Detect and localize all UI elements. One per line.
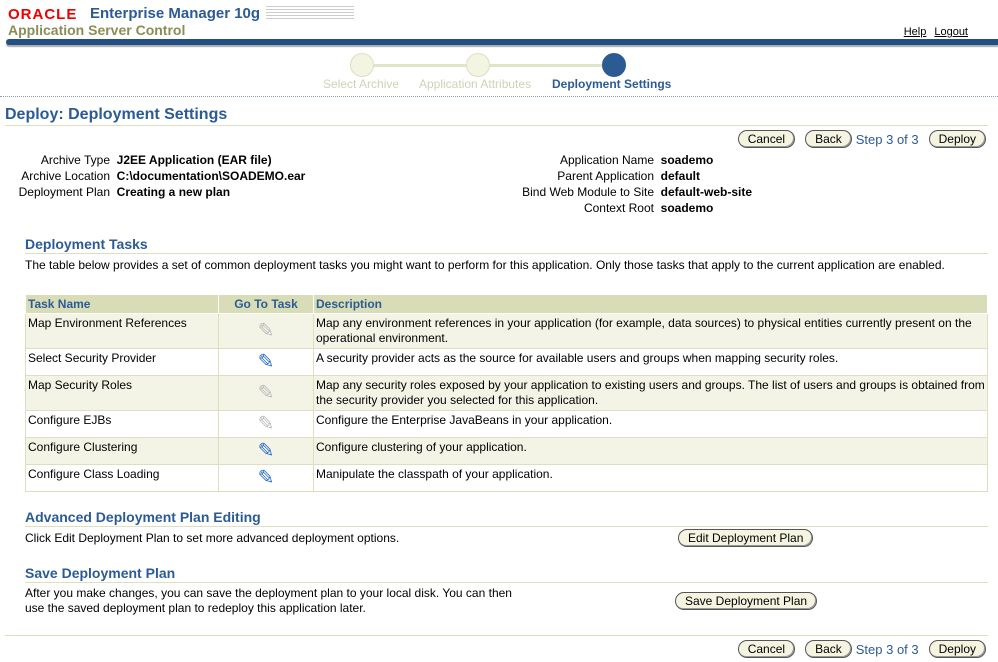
divider: [25, 582, 988, 583]
header-decoration: [266, 6, 354, 20]
pencil-icon-disabled: ✎: [257, 412, 275, 435]
deploy-button[interactable]: Deploy: [929, 640, 986, 658]
product-title-row: [90, 5, 354, 22]
save-deployment-plan-button[interactable]: Save Deployment Plan: [675, 592, 817, 610]
info-label: Bind Web Module to Site: [522, 185, 654, 199]
task-description: Map any security roles exposed by your application to existing users and groups. The list of users and groups is obtained from the security provider you selected for this application.: [314, 376, 988, 411]
train-stop-deployment-settings: [602, 53, 626, 77]
section-title-advanced: Advanced Deployment Plan Editing: [25, 509, 261, 525]
info-value: J2EE Application (EAR file): [116, 153, 272, 167]
pencil-icon[interactable]: ✎: [257, 350, 275, 373]
nav-buttons-bottom: [738, 640, 986, 658]
page-title: Deploy: Deployment Settings: [5, 106, 228, 123]
deployment-tasks-table: [25, 294, 988, 492]
oracle-logo: ORACLE: [8, 6, 78, 23]
table-row: [26, 411, 988, 438]
divider: [25, 253, 988, 254]
task-name: Configure Clustering: [26, 438, 219, 465]
back-button[interactable]: Back: [805, 640, 852, 658]
header-bar: [6, 39, 998, 45]
divider: [5, 635, 988, 636]
nav-buttons-top: [738, 130, 986, 148]
deploy-button[interactable]: Deploy: [929, 130, 986, 148]
info-label: Archive Location: [21, 169, 110, 183]
pencil-icon[interactable]: ✎: [257, 439, 275, 462]
task-description: Manipulate the classpath of your application.: [314, 465, 988, 492]
table-row: [26, 349, 988, 376]
task-name: Map Security Roles: [26, 376, 219, 411]
info-label: Application Name: [559, 153, 654, 167]
column-header: Description: [314, 295, 988, 314]
step-indicator: Step 3 of 3: [855, 131, 919, 147]
task-description: A security provider acts as the source for available users and groups when mapping security roles.: [314, 349, 988, 376]
tasks-intro: The table below provides a set of common deployment tasks you might want to perform for this application. Only those tasks that apply to the current application are enabled.: [25, 258, 945, 272]
table-row: [26, 376, 988, 411]
pencil-icon-disabled: ✎: [257, 381, 275, 404]
save-text: After you make changes, you can save the deployment plan to your local disk. You can then use the saved deployment plan to redeploy this application later.: [25, 586, 512, 615]
edit-deployment-plan-button[interactable]: Edit Deployment Plan: [678, 529, 813, 547]
task-name: Configure EJBs: [26, 411, 219, 438]
info-value: C:\documentation\SOADEMO.ear: [116, 169, 306, 183]
info-value: soademo: [660, 153, 714, 167]
task-description: Map any environment references in your application (for example, data sources) to physical entities currently present on the operational environment.: [314, 314, 988, 349]
table-row: [26, 465, 988, 492]
advanced-text: Click Edit Deployment Plan to set more advanced deployment options.: [25, 531, 400, 545]
global-links: [896, 26, 968, 38]
cancel-button[interactable]: Cancel: [738, 640, 795, 658]
info-label: Archive Type: [40, 153, 110, 167]
train-stop-select-archive: [350, 53, 374, 77]
info-right: [480, 152, 752, 216]
table-row: [26, 438, 988, 465]
train-label: Select Archive: [323, 77, 400, 91]
cancel-button[interactable]: Cancel: [738, 130, 795, 148]
task-description: Configure clustering of your application.: [314, 438, 988, 465]
pencil-icon-disabled: ✎: [257, 319, 275, 342]
info-value: default-web-site: [660, 185, 753, 199]
logout-link[interactable]: Logout: [934, 26, 968, 38]
column-header: Task Name: [26, 295, 219, 314]
info-value: soademo: [660, 201, 714, 215]
table-row: [26, 314, 988, 349]
help-link[interactable]: Help: [903, 26, 927, 38]
product-subtitle: Application Server Control: [8, 22, 186, 38]
info-label: Deployment Plan: [18, 185, 110, 199]
train-label-current: Deployment Settings: [552, 77, 672, 91]
divider: [0, 96, 998, 97]
task-name: Map Environment References: [26, 314, 219, 349]
column-header: Go To Task: [219, 295, 314, 314]
task-name: Configure Class Loading: [26, 465, 219, 492]
task-name: Select Security Provider: [26, 349, 219, 376]
info-label: Context Root: [583, 201, 654, 215]
divider: [5, 125, 988, 126]
train-stop-application-attributes: [466, 53, 490, 77]
info-left: [0, 152, 305, 200]
train-label: Application Attributes: [419, 77, 532, 91]
task-description: Configure the Enterprise JavaBeans in your application.: [314, 411, 988, 438]
info-value: default: [660, 169, 701, 183]
step-indicator: Step 3 of 3: [855, 641, 919, 657]
pencil-icon[interactable]: ✎: [257, 466, 275, 489]
section-title-deployment-tasks: Deployment Tasks: [25, 236, 148, 252]
info-label: Parent Application: [557, 169, 654, 183]
train-line: [372, 64, 614, 67]
product-title: Enterprise Manager 10g: [90, 5, 261, 22]
section-title-save: Save Deployment Plan: [25, 565, 176, 581]
divider: [25, 526, 988, 527]
info-value: Creating a new plan: [116, 185, 231, 199]
back-button[interactable]: Back: [805, 130, 852, 148]
